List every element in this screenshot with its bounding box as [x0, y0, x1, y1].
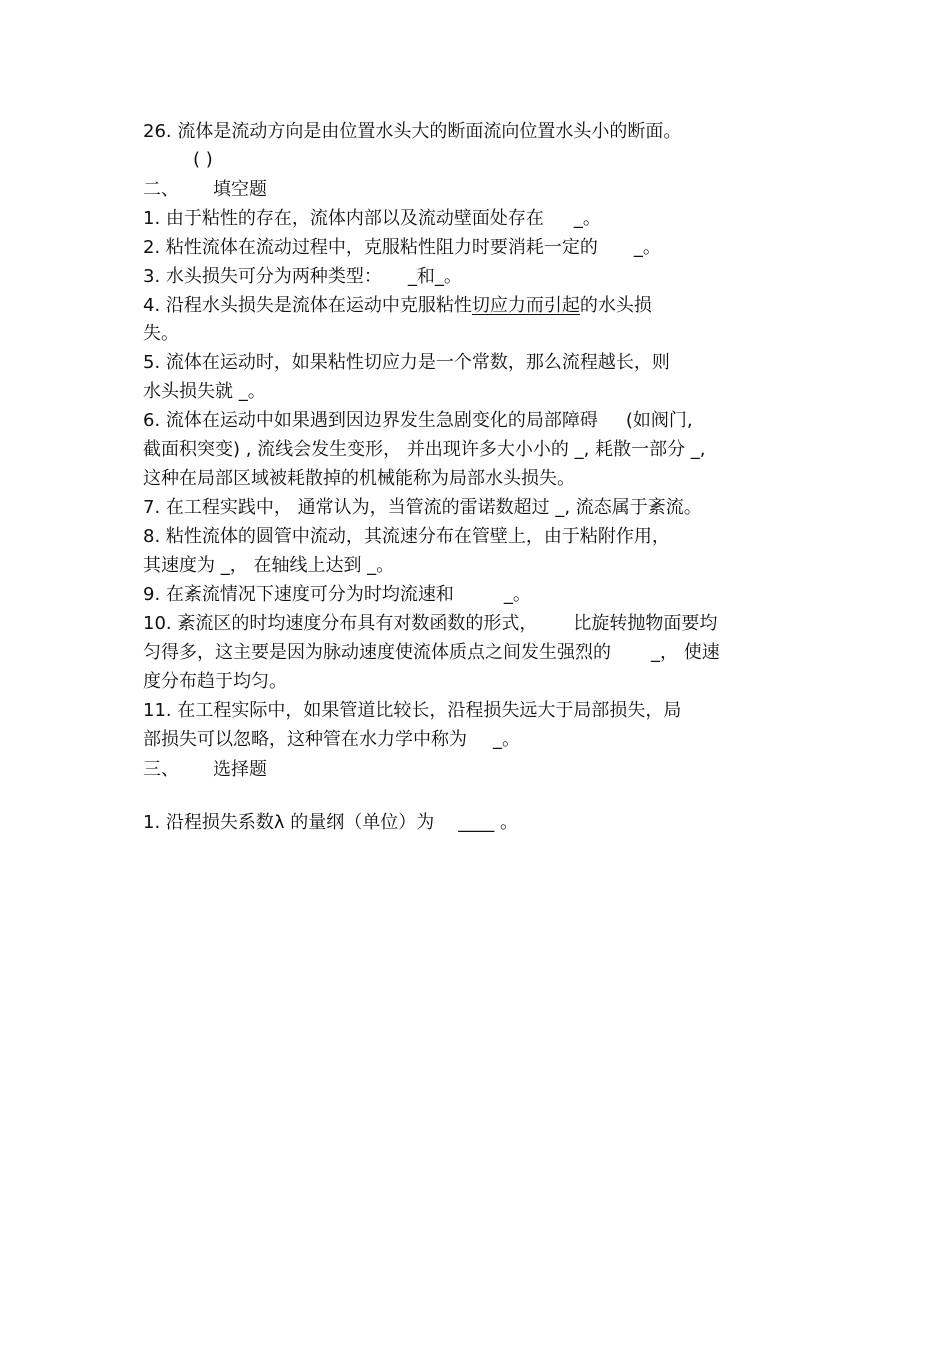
fill-item-9-blank: _。 — [503, 584, 531, 605]
fill-item-1-blank: _。 — [573, 208, 601, 229]
section-two-title: 填空题 — [213, 179, 267, 200]
fill-item-3 — [143, 265, 462, 289]
fill-item-11-blank: _。 — [493, 729, 520, 750]
fill-item-4-text: 4. 沿程水头损失是流体在运动中克服粘性 — [143, 295, 472, 316]
fill-item-5-text: 5. 流体在运动时，如果粘性切应力是一个常数，那么流程越长，则 — [143, 352, 670, 373]
question-26 — [143, 120, 681, 144]
section-three-heading — [143, 758, 267, 782]
fill-item-2 — [143, 236, 661, 260]
fill-item-6-text: 6. 流体在运动中如果遇到因边界发生急剧变化的局部障碍 — [143, 410, 598, 431]
fill-item-10 — [143, 612, 717, 636]
fill-item-1-text: 1. 由于粘性的存在，流体内部以及流动壁面处存在 — [143, 208, 544, 229]
choice-item-1 — [143, 811, 518, 835]
fill-item-6-paren: (如阀门, — [625, 410, 693, 431]
fill-item-5 — [143, 351, 670, 375]
question-26-text: 26. 流体是流动方向是由位置水头大的断面流向位置水头小的断面。 — [143, 121, 682, 142]
fill-item-6-cont-1 — [143, 438, 706, 462]
fill-item-4-underlined: 切应力而引起 — [471, 295, 580, 316]
fill-item-10-cont-1 — [143, 641, 720, 665]
fill-item-9-text: 9. 在紊流情况下速度可分为时均流速和 — [143, 584, 454, 605]
choice-item-1-text: 1. 沿程损失系数λ 的量纲（单位）为 — [143, 812, 435, 833]
fill-item-10-continuation-1: 匀得多，这主要是因为脉动速度使流体质点之间发生强烈的 — [143, 642, 611, 663]
fill-item-5-cont — [143, 380, 266, 404]
fill-item-2-text: 2. 粘性流体在流动过程中，克服粘性阻力时要消耗一定的 — [143, 237, 598, 258]
fill-item-6-continuation-1: 截面积突变) , 流线会发生变形， 并出现许多大小小的 _, 耗散一部分 _, — [143, 439, 706, 460]
answer-parens: ( ) — [193, 149, 213, 170]
fill-item-6-continuation-2: 这种在局部区域被耗散掉的机械能称为局部水头损失。 — [143, 468, 575, 489]
section-three-title: 选择题 — [213, 759, 267, 780]
fill-item-8 — [143, 525, 670, 549]
fill-item-4-text-end: 的水头损 — [579, 295, 652, 316]
fill-item-8-cont — [143, 554, 394, 578]
section-two-heading — [143, 178, 267, 202]
fill-item-8-continuation: 其速度为 _， 在轴线上达到 _。 — [143, 555, 395, 576]
fill-item-4 — [143, 294, 652, 318]
fill-item-10-blank: _， 使速 — [651, 642, 720, 663]
section-two-number: 二、 — [143, 179, 179, 200]
fill-item-11-continuation: 部损失可以忽略，这种管在水力学中称为 — [143, 729, 467, 750]
fill-item-1 — [143, 207, 601, 231]
fill-item-11-cont — [143, 728, 520, 752]
fill-item-6-cont-2 — [143, 467, 575, 491]
fill-item-3-blank: _和_。 — [407, 266, 462, 287]
fill-item-7-text: 7. 在工程实践中， 通常认为，当管流的雷诺数超过 _, 流态属于紊流。 — [143, 497, 702, 518]
fill-item-4-continuation: 失。 — [143, 323, 179, 344]
fill-item-10-text-b: 比旋转抛物面要均 — [573, 613, 718, 634]
fill-item-7 — [143, 496, 702, 520]
fill-item-11-text: 11. 在工程实际中，如果管道比较长，沿程损失远大于局部损失，局 — [143, 700, 682, 721]
fill-item-11 — [143, 699, 681, 723]
choice-item-1-blank: ____ 。 — [458, 812, 519, 833]
fill-item-2-blank: _。 — [633, 237, 661, 258]
section-three-number: 三、 — [143, 759, 179, 780]
fill-item-3-text: 3. 水头损失可分为两种类型： — [143, 266, 382, 287]
fill-item-4-cont — [143, 322, 179, 346]
fill-item-10-continuation-2: 度分布趋于均匀。 — [143, 671, 287, 692]
fill-item-9 — [143, 583, 531, 607]
fill-item-6 — [143, 409, 693, 433]
fill-item-8-text: 8. 粘性流体的圆管中流动，其流速分布在管壁上，由于粘附作用， — [143, 526, 670, 547]
question-26-answer-parens — [193, 148, 213, 172]
fill-item-10-text: 10. 紊流区的时均速度分布具有对数函数的形式， — [143, 613, 538, 634]
fill-item-10-cont-2 — [143, 670, 287, 694]
fill-item-5-continuation: 水头损失就 _。 — [143, 381, 266, 402]
